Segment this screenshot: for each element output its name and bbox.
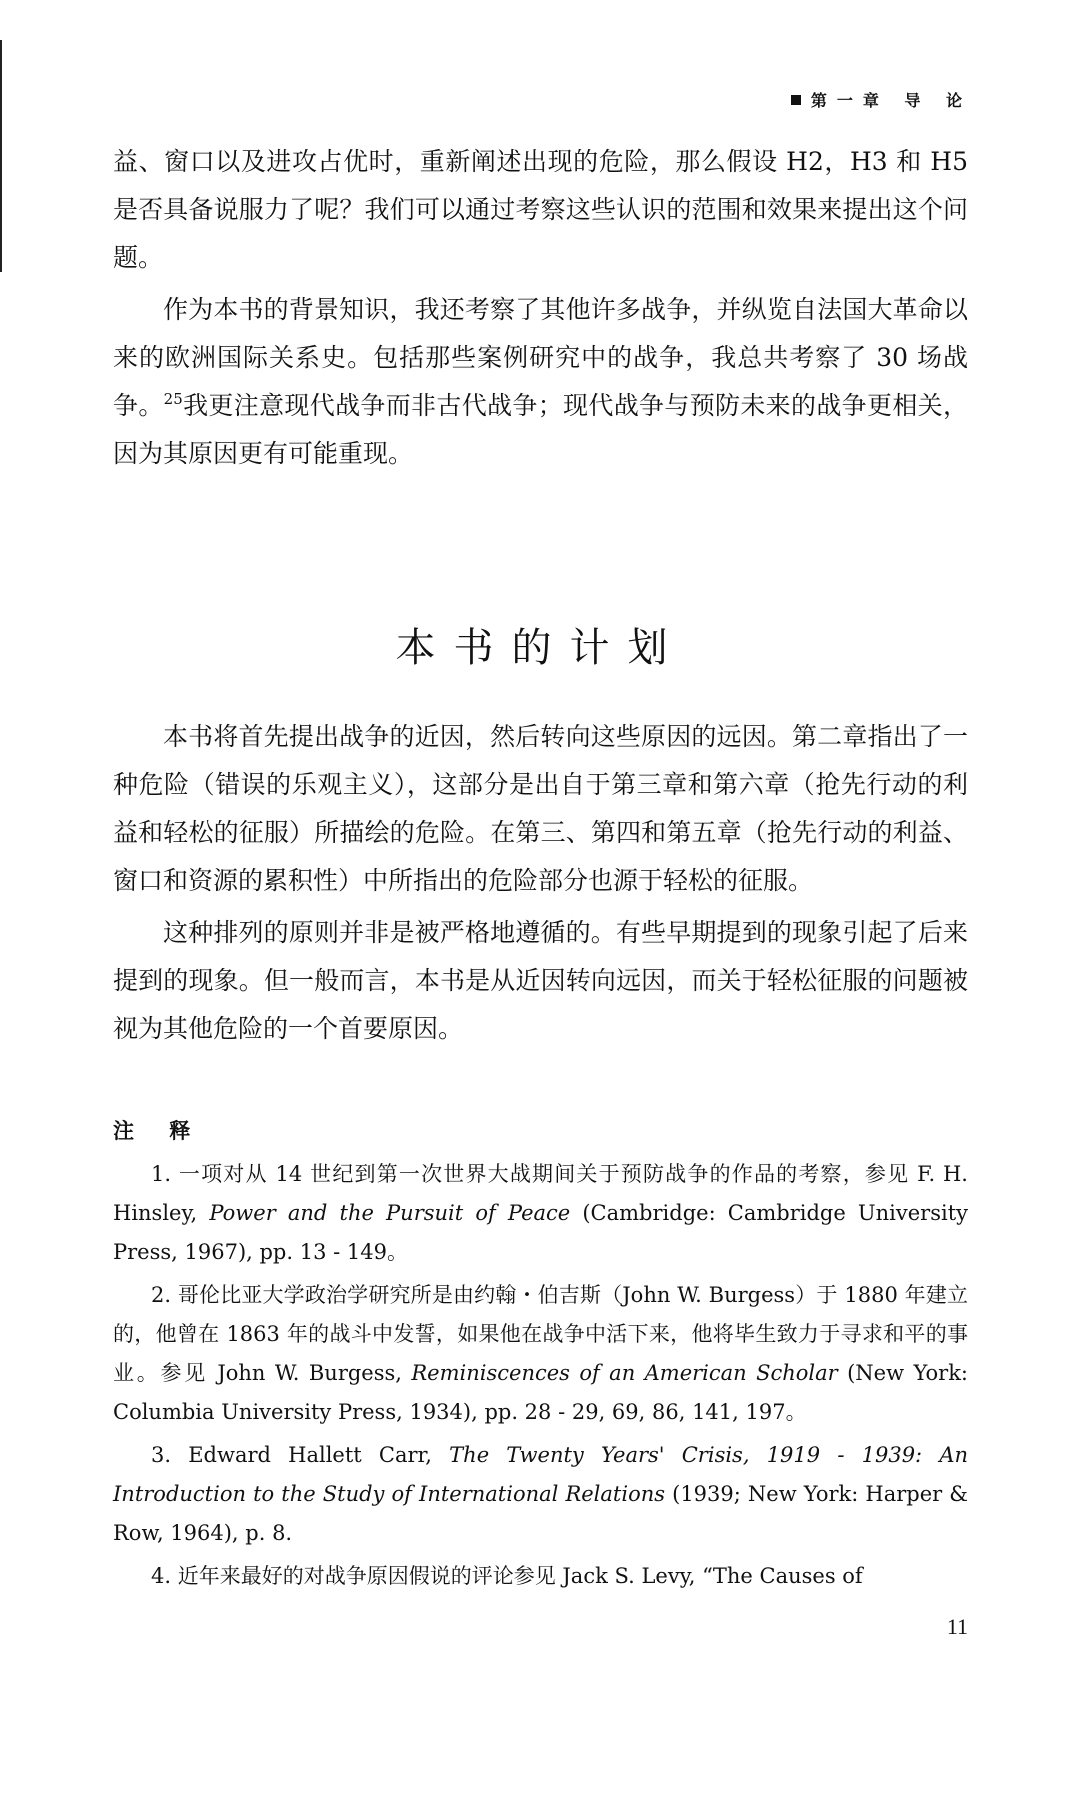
- note-2-text: 2. 哥伦比亚大学政治学研究所是由约翰・伯吉斯（John W. Burgess）于 1880 年建立的，他曾在 1863 年的战斗中发誓，如果他在战争中活下来，他将毕生致力于寻求和平的事业。参见 John W. Burgess,: [113, 1283, 968, 1385]
- notes-heading: 注 释: [113, 1118, 205, 1143]
- paragraph-continued: 益、窗口以及进攻占优时，重新阐述出现的危险，那么假设 H2，H3 和 H5 是否具备说服力了呢？我们可以通过考察这些认识的范围和效果来提出这个问题。: [113, 147, 968, 272]
- page-content: [113, 138, 968, 1600]
- note-1-text: 1. 一项对从 14 世纪到第一次世界大战期间关于预防战争的作品的考察，参见 F. H. Hinsley,: [113, 1162, 968, 1225]
- note-2-citation: (New York: Columbia University Press, 1934), pp. 28 - 29, 69, 86, 141, 197。: [113, 1361, 969, 1424]
- note-3-citation: (1939; New York: Harper & Row, 1964), p. 8.: [113, 1482, 968, 1545]
- paragraph-background: [113, 286, 968, 478]
- header-square-icon: [791, 95, 801, 105]
- plan-paragraph-1: 本书将首先提出战争的近因，然后转向这些原因的远因。第二章指出了一种危险（错误的乐观主义），这部分是出自于第三章和第六章（抢先行动的利益和轻松的征服）所描绘的危险。在第三、第四和第五章（抢先行动的利益、窗口和资源的累积性）中所指出的危险部分也源于轻松的征服。: [113, 722, 968, 895]
- note-2-title: Reminiscences of an American Scholar: [411, 1361, 838, 1385]
- note-3-title: The Twenty Years' Crisis, 1919 - 1939: An Introduction to the Study of International Relations: [113, 1443, 969, 1506]
- note-3-text: 3. Edward Hallett Carr,: [151, 1443, 450, 1467]
- note-1-citation: (Cambridge: Cambridge University Press, 1967), pp. 13 - 149。: [113, 1201, 968, 1264]
- note-1-title: Power and the Pursuit of Peace: [209, 1201, 571, 1225]
- binding-margin-line: [0, 40, 2, 272]
- note-2: [113, 1276, 968, 1432]
- footnote-ref-25: 25: [163, 390, 183, 408]
- paragraph-background-text: 作为本书的背景知识，我还考察了其他许多战争，并纵览自法国大革命以来的欧洲国际关系史。包括那些案例研究中的战争，我总共考察了 30 场战争。: [113, 295, 968, 420]
- paragraph-background-text-cont: 我更注意现代战争而非古代战争；现代战争与预防未来的战争更相关，因为其原因更有可能重现。: [113, 391, 968, 468]
- page-number: 11: [946, 1614, 968, 1639]
- section-title: 本书的计划: [395, 625, 686, 671]
- note-4-text: 4. 近年来最好的对战争原因假说的评论参见 Jack S. Levy, “The Causes of: [151, 1564, 863, 1588]
- note-4: [113, 1557, 968, 1596]
- note-1: [113, 1155, 968, 1272]
- running-head: [791, 88, 972, 111]
- note-3: [113, 1436, 968, 1553]
- running-head-text: 第一章 导 论: [810, 91, 972, 110]
- plan-paragraph-2: 这种排列的原则并非是被严格地遵循的。有些早期提到的现象引起了后来提到的现象。但一般而言，本书是从近因转向远因，而关于轻松征服的问题被视为其他危险的一个首要原因。: [113, 918, 968, 1043]
